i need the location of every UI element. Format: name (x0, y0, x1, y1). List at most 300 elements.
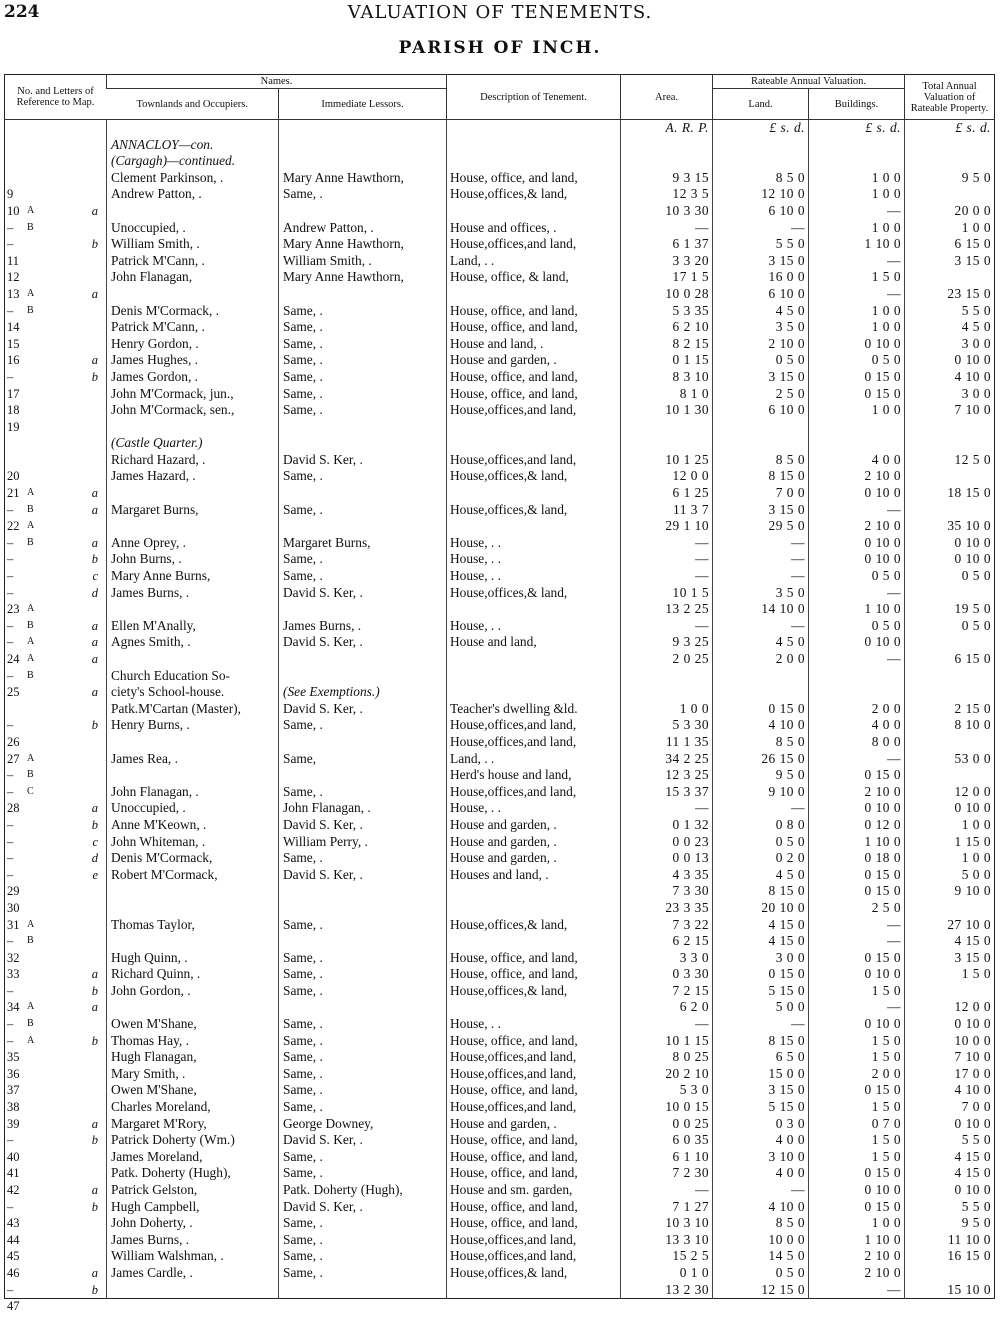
occupier-name: Charles Moreland, (107, 1099, 279, 1116)
table-row (5, 286, 995, 303)
immediate-lessor (279, 485, 447, 502)
buildings-value (809, 153, 905, 170)
tenement-description: House, office, and land, (447, 170, 621, 187)
area-value (621, 668, 713, 685)
ref-cell (5, 1049, 107, 1081)
table-row (5, 850, 995, 867)
table-row (5, 1182, 995, 1199)
total-value: 0 5 0 (905, 618, 995, 635)
total-value (905, 435, 995, 452)
immediate-lessor: Same, . (279, 1049, 447, 1066)
total-value: 16 15 0 (905, 1248, 995, 1265)
table-row (5, 1049, 995, 1066)
ref-number: – (7, 369, 14, 384)
table-row (5, 1099, 995, 1116)
table-row (5, 386, 995, 403)
buildings-value: 1 0 0 (809, 186, 905, 203)
total-value: 7 0 0 (905, 1099, 995, 1116)
header-ref: No. and Letters of Reference to Map. (5, 75, 107, 120)
ref-cell (5, 319, 107, 351)
ref-number: – (7, 851, 14, 866)
immediate-lessor: Same, . (279, 551, 447, 568)
ref-letter: a (91, 353, 98, 368)
ref-cell (5, 1066, 107, 1098)
immediate-lessor: William Smith, . (279, 253, 447, 270)
occupier-name (107, 767, 279, 784)
occupier-name: Patrick Doherty (Wm.) (107, 1132, 279, 1149)
occupier-name: John M'Cormack, jun., (107, 386, 279, 403)
ref-number: 18 (7, 403, 20, 418)
occupier-name: (Cargagh)—continued. (107, 153, 279, 170)
immediate-lessor: Mary Anne Hawthorn, (279, 236, 447, 253)
total-value: 12 5 0 (905, 452, 995, 469)
tenement-description: House, . . (447, 1016, 621, 1033)
buildings-value: 8 0 0 (809, 734, 905, 751)
buildings-value: — (809, 203, 905, 220)
total-value: 6 15 0 (905, 236, 995, 253)
table-row (5, 502, 995, 519)
occupier-name: William Walshman, . (107, 1248, 279, 1265)
table-row (5, 1165, 995, 1182)
table-row (5, 203, 995, 220)
table-row (5, 1265, 995, 1282)
ref-sublot: B (27, 769, 34, 781)
land-value: 0 2 0 (713, 850, 809, 867)
ref-letter: a (91, 652, 98, 666)
buildings-value: 1 5 0 (809, 1099, 905, 1116)
buildings-value: 0 10 0 (809, 800, 905, 817)
occupier-name: John Gordon, . (107, 983, 279, 1000)
land-value: 2 5 0 (713, 386, 809, 403)
table-row (5, 668, 995, 685)
ref-sublot: B (27, 935, 34, 947)
land-value: 7 0 0 (713, 485, 809, 502)
buildings-value: 0 15 0 (809, 1199, 905, 1216)
tenement-description: House and garden, . (447, 850, 621, 867)
land-value: 14 10 0 (713, 601, 809, 618)
immediate-lessor: George Downey, (279, 1116, 447, 1133)
land-value: 8 15 0 (713, 883, 809, 900)
buildings-value: 0 10 0 (809, 485, 905, 502)
buildings-value: 0 15 0 (809, 767, 905, 784)
table-row (5, 1149, 995, 1166)
buildings-value: 1 0 0 (809, 1215, 905, 1232)
header-lessors: Immediate Lessors. (279, 89, 447, 120)
immediate-lessor: Same, . (279, 1082, 447, 1099)
tenement-description: House, office, and land, (447, 319, 621, 336)
immediate-lessor: David S. Ker, . (279, 1199, 447, 1216)
ref-number: 14 (7, 320, 20, 335)
total-value: 1 0 0 (905, 220, 995, 237)
table-row (5, 784, 995, 801)
area-value: 7 2 15 (621, 983, 713, 1000)
ref-number: 44 (7, 1232, 20, 1247)
ref-cell (5, 1033, 107, 1065)
area-value: 6 2 0 (621, 999, 713, 1016)
total-value: 0 10 0 (905, 1016, 995, 1033)
occupier-name: Patrick M'Cann, . (107, 253, 279, 270)
table-row (5, 734, 995, 751)
running-title: VALUATION OF TENEMENTS. (347, 2, 653, 23)
total-value: 20 0 0 (905, 203, 995, 220)
ref-cell (5, 950, 107, 982)
ref-letter: c (92, 834, 98, 849)
land-value: 8 5 0 (713, 452, 809, 469)
land-value: 0 15 0 (713, 966, 809, 983)
tenement-description: House,offices,and land, (447, 452, 621, 469)
occupier-name (107, 999, 279, 1016)
buildings-value: 1 5 0 (809, 1049, 905, 1066)
ref-number: 29 (7, 884, 20, 899)
land-value: 20 10 0 (713, 900, 809, 917)
total-value: 5 0 0 (905, 867, 995, 884)
table-row (5, 585, 995, 602)
total-value: 0 10 0 (905, 535, 995, 552)
ref-sublot: A (27, 487, 35, 499)
ref-cell (5, 336, 107, 368)
land-value: 0 5 0 (713, 834, 809, 851)
ref-cell (5, 1132, 107, 1164)
tenement-description: House, office, and land, (447, 1215, 621, 1232)
tenement-description: House, office, and land, (447, 950, 621, 967)
tenement-description: House,offices,and land, (447, 1049, 621, 1066)
area-value: 11 3 7 (621, 502, 713, 519)
ref-number: 13 (7, 286, 20, 301)
tenement-description (447, 435, 621, 452)
immediate-lessor: Same, . (279, 336, 447, 353)
buildings-value: 0 5 0 (809, 352, 905, 369)
immediate-lessor: Same, . (279, 1016, 447, 1033)
tenement-description: House and offices, . (447, 220, 621, 237)
occupier-name (107, 651, 279, 668)
area-value: 10 1 25 (621, 452, 713, 469)
occupier-name: Richard Hazard, . (107, 452, 279, 469)
buildings-value: 2 10 0 (809, 518, 905, 535)
tenement-description: House,offices,and land, (447, 717, 621, 734)
land-value: 2 10 0 (713, 336, 809, 353)
total-value (905, 634, 995, 651)
immediate-lessor (279, 999, 447, 1016)
table-row (5, 966, 995, 983)
ref-number: – (7, 220, 14, 235)
area-value: 10 0 15 (621, 1099, 713, 1116)
ref-cell (5, 518, 107, 550)
buildings-value: 0 10 0 (809, 966, 905, 983)
occupier-name: William Smith, . (107, 236, 279, 253)
tenement-description: House, office, and land, (447, 1199, 621, 1216)
total-value (905, 419, 995, 436)
ref-number: – (7, 1282, 14, 1297)
tenement-description (447, 153, 621, 170)
land-value: 0 5 0 (713, 352, 809, 369)
occupier-name (107, 419, 279, 436)
ref-letter: d (91, 585, 98, 600)
land-value: — (713, 1016, 809, 1033)
area-value: — (621, 1182, 713, 1199)
ref-sublot: A (27, 653, 35, 664)
table-row (5, 236, 995, 253)
immediate-lessor: Same, . (279, 1215, 447, 1232)
occupier-name: Thomas Hay, . (107, 1033, 279, 1050)
area-value: 12 3 25 (621, 767, 713, 784)
tenement-description (447, 668, 621, 685)
immediate-lessor (279, 883, 447, 900)
tenement-description: House,offices,& land, (447, 917, 621, 934)
table-row (5, 253, 995, 270)
total-value (905, 468, 995, 485)
tenement-description: House,offices,and land, (447, 1066, 621, 1083)
table-row (5, 518, 995, 535)
immediate-lessor: David S. Ker, . (279, 817, 447, 834)
buildings-value: 2 10 0 (809, 784, 905, 801)
total-value: 35 10 0 (905, 518, 995, 535)
occupier-name: Thomas Taylor, (107, 917, 279, 934)
occupier-name: James Moreland, (107, 1149, 279, 1166)
occupier-name (107, 1282, 279, 1299)
land-value: 2 0 0 (713, 651, 809, 668)
occupier-name (107, 286, 279, 303)
buildings-value: 0 5 0 (809, 618, 905, 635)
ref-cell (5, 1116, 107, 1148)
ref-cell (5, 1199, 107, 1231)
ref-number: – (7, 668, 14, 683)
ref-cell (5, 170, 107, 202)
ref-sublot: B (27, 221, 34, 233)
tenement-description: Herd's house and land, (447, 767, 621, 784)
buildings-value: — (809, 253, 905, 270)
land-value (713, 668, 809, 685)
unit-total: £ s. d. (905, 120, 995, 137)
immediate-lessor: David S. Ker, . (279, 1132, 447, 1149)
total-value: 12 0 0 (905, 784, 995, 801)
area-value: 0 0 13 (621, 850, 713, 867)
buildings-value: 1 10 0 (809, 236, 905, 253)
occupier-name: Anne Oprey, . (107, 535, 279, 552)
immediate-lessor: Same, . (279, 1248, 447, 1265)
ref-letter: b (91, 237, 98, 252)
area-value: 23 3 35 (621, 900, 713, 917)
table-row (5, 435, 995, 452)
buildings-value: 4 0 0 (809, 717, 905, 734)
area-value: 10 1 15 (621, 1033, 713, 1050)
land-value: 14 5 0 (713, 1248, 809, 1265)
table-row (5, 336, 995, 353)
land-value: 3 5 0 (713, 319, 809, 336)
area-value: 12 3 5 (621, 186, 713, 203)
occupier-name: Hugh Quinn, . (107, 950, 279, 967)
header-land: Land. (713, 89, 809, 120)
tenement-description: House,offices,and land, (447, 734, 621, 751)
occupier-name: Patrick M'Cann, . (107, 319, 279, 336)
ref-cell (5, 701, 107, 733)
immediate-lessor (279, 933, 447, 950)
total-value (905, 137, 995, 154)
occupier-name: Margaret M'Rory, (107, 1116, 279, 1133)
tenement-description (447, 900, 621, 917)
tenement-description: House and garden, . (447, 817, 621, 834)
total-value (905, 186, 995, 203)
buildings-value (809, 419, 905, 436)
land-value: 8 15 0 (713, 468, 809, 485)
buildings-value: 0 10 0 (809, 634, 905, 651)
occupier-name (107, 933, 279, 950)
ref-cell (5, 983, 107, 1015)
table-row (5, 900, 995, 917)
tenement-description (447, 286, 621, 303)
immediate-lessor: Same, . (279, 186, 447, 203)
buildings-value: — (809, 651, 905, 668)
land-value: 5 5 0 (713, 236, 809, 253)
ref-cell (5, 900, 107, 932)
buildings-value: 0 15 0 (809, 1165, 905, 1182)
ref-cell (5, 817, 107, 849)
ref-letter: a (91, 1000, 98, 1015)
immediate-lessor: James Burns, . (279, 618, 447, 635)
ref-cell (5, 1099, 107, 1131)
ref-sublot: A (27, 520, 35, 532)
total-value: 0 10 0 (905, 352, 995, 369)
ref-cell (5, 634, 107, 666)
tenement-description (447, 999, 621, 1016)
total-value (905, 767, 995, 784)
table-row (5, 170, 995, 187)
table-row (5, 1082, 995, 1099)
occupier-name: John Whiteman, . (107, 834, 279, 851)
ref-cell (5, 668, 107, 700)
ref-number: 19 (7, 419, 20, 434)
immediate-lessor: David S. Ker, . (279, 867, 447, 884)
land-value: — (713, 568, 809, 585)
valuation-table (4, 74, 995, 1314)
ref-cell (5, 1265, 107, 1297)
land-value: 3 0 0 (713, 950, 809, 967)
immediate-lessor (279, 153, 447, 170)
immediate-lessor (279, 668, 447, 685)
header-buildings: Buildings. (809, 89, 905, 120)
area-value (621, 684, 713, 701)
area-value: 0 1 32 (621, 817, 713, 834)
occupier-name: Hugh Flanagan, (107, 1049, 279, 1066)
buildings-value: 1 5 0 (809, 1149, 905, 1166)
ref-number: 21 (7, 486, 20, 501)
tenement-description (447, 419, 621, 436)
ref-sublot: B (27, 1018, 34, 1030)
area-value: 9 3 15 (621, 170, 713, 187)
immediate-lessor (279, 203, 447, 220)
ref-letter: b (91, 1282, 98, 1297)
immediate-lessor: (See Exemptions.) (279, 684, 447, 701)
ref-number: 22 (7, 519, 20, 534)
table-row (5, 319, 995, 336)
occupier-name: Church Education So- (107, 668, 279, 685)
ref-cell (5, 535, 107, 567)
occupier-name: James Burns, . (107, 585, 279, 602)
units-row (5, 120, 995, 137)
ref-cell (5, 734, 107, 766)
ref-cell (5, 485, 107, 517)
ref-number: 17 (7, 386, 20, 401)
area-value: 8 2 15 (621, 336, 713, 353)
page-number: 224 (4, 2, 40, 22)
table-row (5, 1016, 995, 1033)
immediate-lessor (279, 767, 447, 784)
total-value: 18 15 0 (905, 485, 995, 502)
header-rateable: Rateable Annual Valuation. (713, 75, 905, 89)
area-value: 8 1 0 (621, 386, 713, 403)
area-value: 6 2 15 (621, 933, 713, 950)
buildings-value: 1 5 0 (809, 1132, 905, 1149)
land-value: 29 5 0 (713, 518, 809, 535)
immediate-lessor: Same, . (279, 1066, 447, 1083)
immediate-lessor: Andrew Patton, . (279, 220, 447, 237)
buildings-value: — (809, 502, 905, 519)
total-value: 17 0 0 (905, 1066, 995, 1083)
total-value: 7 10 0 (905, 402, 995, 419)
ref-number: 15 (7, 336, 20, 351)
buildings-value: 2 5 0 (809, 900, 905, 917)
occupier-name: ciety's School-house. (107, 684, 279, 701)
table-row (5, 751, 995, 768)
land-value: 12 15 0 (713, 1282, 809, 1299)
immediate-lessor: Same, . (279, 369, 447, 386)
immediate-lessor: Same, . (279, 983, 447, 1000)
land-value: — (713, 220, 809, 237)
ref-sublot: B (27, 619, 34, 631)
table-row (5, 352, 995, 369)
tenement-description: House, office, and land, (447, 1132, 621, 1149)
buildings-value: 2 10 0 (809, 468, 905, 485)
table-row (5, 867, 995, 884)
total-value: 0 10 0 (905, 551, 995, 568)
buildings-value: 1 10 0 (809, 601, 905, 618)
occupier-name: Owen M'Shane, (107, 1016, 279, 1033)
ref-letter: b (91, 552, 98, 567)
ref-cell (5, 286, 107, 318)
buildings-value (809, 137, 905, 154)
ref-letter: b (91, 817, 98, 832)
ref-cell (5, 999, 107, 1032)
land-value: 8 5 0 (713, 170, 809, 187)
ref-cell (5, 452, 107, 484)
land-value (713, 137, 809, 154)
area-value (621, 435, 713, 452)
ref-number: – (7, 569, 14, 584)
land-value: 0 5 0 (713, 1265, 809, 1282)
total-value: 4 15 0 (905, 1149, 995, 1166)
table-row (5, 717, 995, 734)
ref-cell (5, 850, 107, 882)
land-value: 0 3 0 (713, 1116, 809, 1133)
tenement-description: House,offices,& land, (447, 585, 621, 602)
immediate-lessor: Same, . (279, 303, 447, 320)
table-body (5, 120, 995, 1314)
tenement-description: House,offices,and land, (447, 784, 621, 801)
ref-sublot: A (27, 752, 35, 764)
ref-cell (5, 601, 107, 633)
ref-cell (5, 253, 107, 285)
land-value: 3 15 0 (713, 502, 809, 519)
occupier-name: James Cardle, . (107, 1265, 279, 1282)
land-value: — (713, 618, 809, 635)
total-value (905, 668, 995, 685)
total-value: 4 15 0 (905, 933, 995, 950)
total-value: 2 15 0 (905, 701, 995, 718)
area-value: 6 1 37 (621, 236, 713, 253)
total-value: 0 5 0 (905, 568, 995, 585)
buildings-value: 0 10 0 (809, 1182, 905, 1199)
occupier-name: (Castle Quarter.) (107, 435, 279, 452)
land-value (713, 435, 809, 452)
